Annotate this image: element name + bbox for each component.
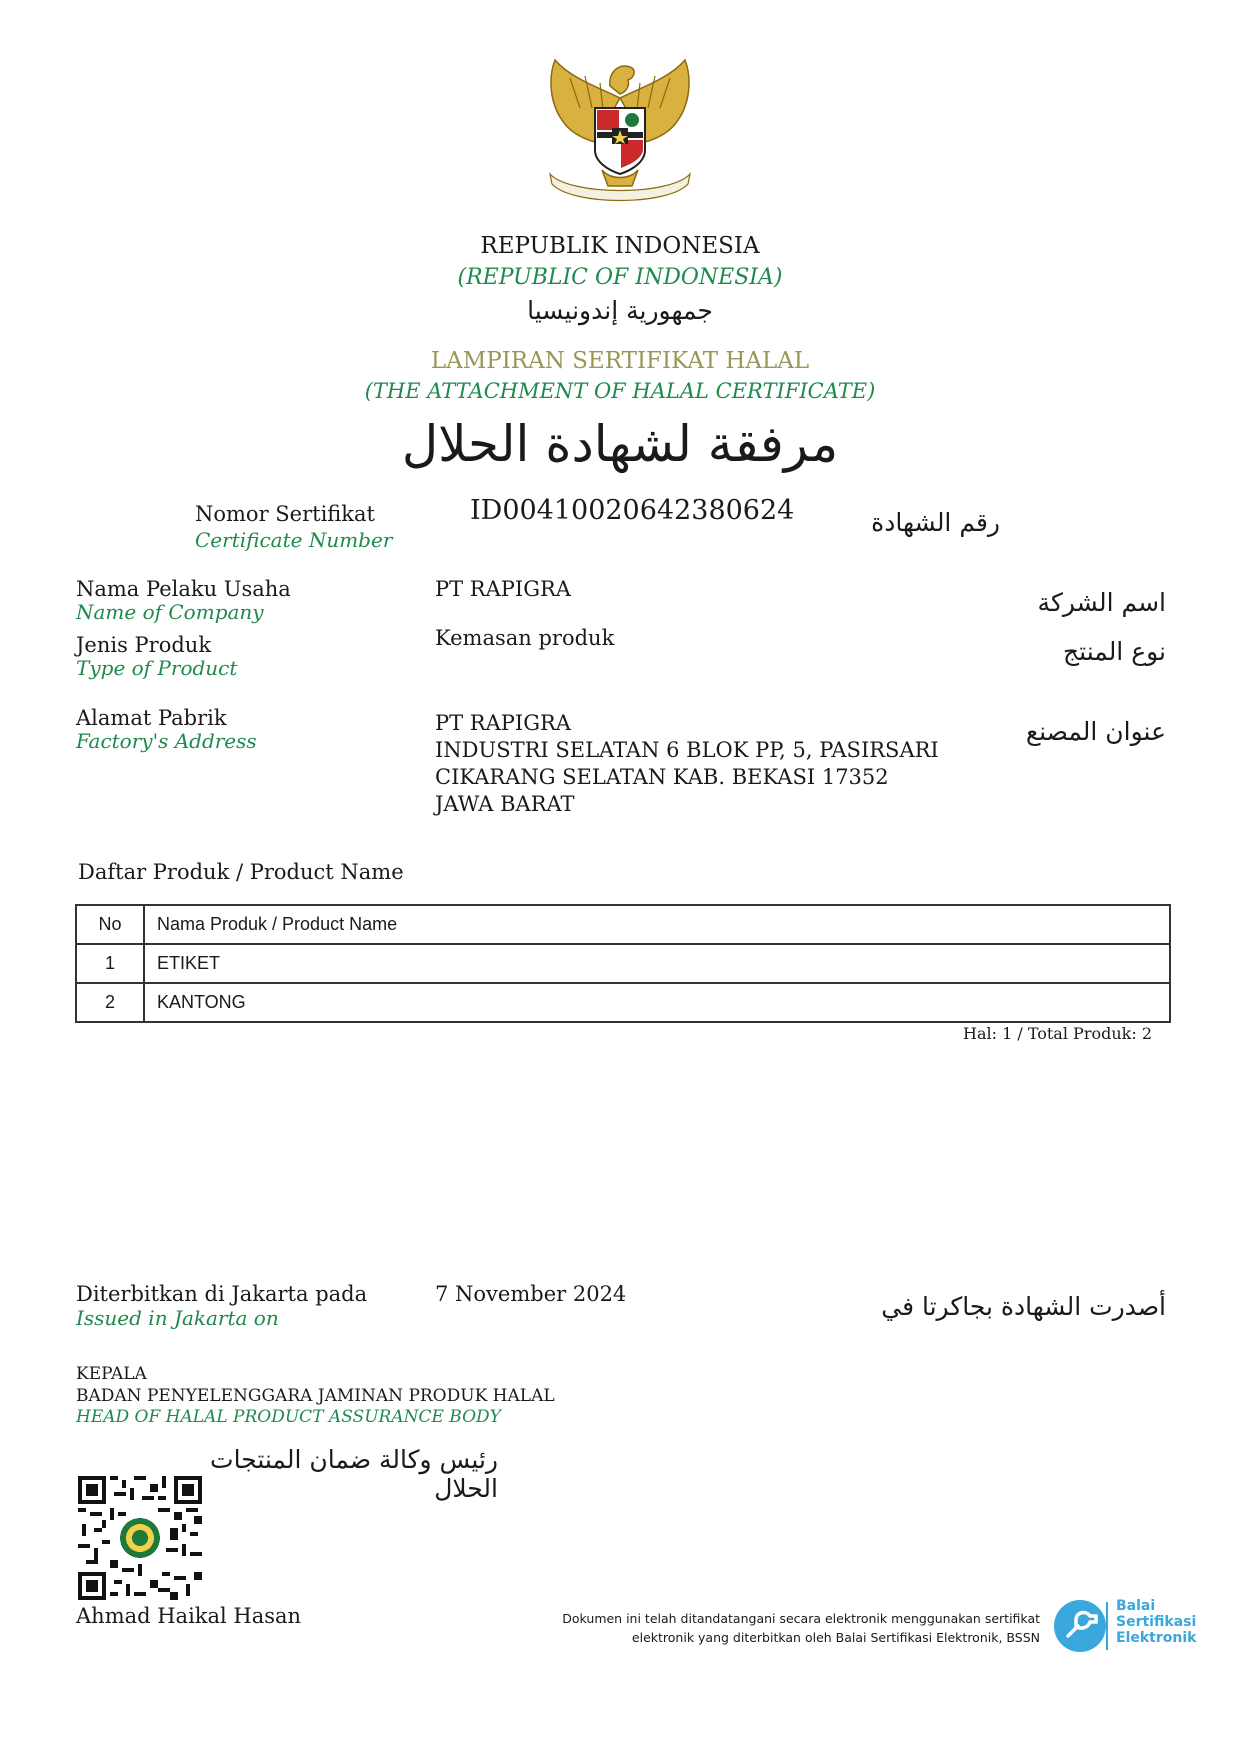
product-type-label-ar: نوع المنتج xyxy=(1063,637,1166,666)
company-name: PT RAPIGRA xyxy=(435,577,571,601)
certificate-number-label-ar: رقم الشهادة xyxy=(871,508,1000,537)
country-name-en: (REPUBLIC OF INDONESIA) xyxy=(457,265,783,290)
factory-address-line: CIKARANG SELATAN KAB. BEKASI 17352 xyxy=(435,765,889,789)
signatory-title-2: BADAN PENYELENGGARA JAMINAN PRODUK HALAL xyxy=(76,1386,555,1406)
country-name-id: REPUBLIK INDONESIA xyxy=(480,233,760,259)
certificate-number-label-en: Certificate Number xyxy=(195,528,393,552)
product-table xyxy=(75,904,1171,1023)
certificate-number-label: Nomor Sertifikat xyxy=(195,502,375,526)
issued-label-ar: أصدرت الشهادة بجاكرتا في xyxy=(881,1292,1166,1321)
company-label-en: Name of Company xyxy=(76,600,264,624)
product-type-value: Kemasan produk xyxy=(435,626,615,650)
certificate-number: ID00410020642380624 xyxy=(470,495,795,526)
column-header-no: No xyxy=(76,905,144,944)
qr-code xyxy=(78,1476,202,1600)
company-label: Nama Pelaku Usaha xyxy=(76,577,291,601)
factory-address-label: Alamat Pabrik xyxy=(76,706,227,730)
bsre-logo-text: Elektronik xyxy=(1116,1630,1197,1646)
factory-address-label-en: Factory's Address xyxy=(76,729,257,753)
bsre-logo-text: Balai xyxy=(1116,1598,1156,1614)
table-row xyxy=(76,983,1170,1022)
company-label-ar: اسم الشركة xyxy=(1037,588,1166,617)
pagination-info: Hal: 1 / Total Produk: 2 xyxy=(962,1024,1152,1043)
product-list-heading: Daftar Produk / Product Name xyxy=(78,860,404,884)
electronic-signature-note xyxy=(560,1609,1040,1647)
signatory-title-ar: رئيس وكالة ضمان المنتجات الحلال xyxy=(210,1445,498,1503)
factory-address-label-ar: عنوان المصنع xyxy=(1025,717,1166,746)
table-header-row xyxy=(76,905,1170,944)
electronic-signature-note-line: elektronik yang diterbitkan oleh Balai Sertifikasi Elektronik, BSSN xyxy=(631,1630,1040,1645)
issued-label-en: Issued in Jakarta on xyxy=(76,1306,279,1330)
signatory-title-en: HEAD OF HALAL PRODUCT ASSURANCE BODY xyxy=(76,1407,501,1427)
garuda-emblem xyxy=(540,58,700,208)
bsre-logo-text: Sertifikasi xyxy=(1116,1614,1197,1630)
issue-date: 7 November 2024 xyxy=(435,1282,627,1306)
bsre-logo xyxy=(1052,1596,1212,1656)
document-title-en: (THE ATTACHMENT OF HALAL CERTIFICATE) xyxy=(364,379,876,403)
electronic-signature-note-line: Dokumen ini telah ditandatangani secara elektronik menggunakan sertifikat xyxy=(562,1611,1040,1626)
row-number: 2 xyxy=(76,983,144,1022)
product-name: KANTONG xyxy=(144,983,1170,1022)
issued-label: Diterbitkan di Jakarta pada xyxy=(76,1282,368,1306)
factory-address-line: PT RAPIGRA xyxy=(435,711,571,735)
row-number: 1 xyxy=(76,944,144,983)
product-type-label: Jenis Produk xyxy=(76,633,212,657)
factory-address-line: INDUSTRI SELATAN 6 BLOK PP, 5, PASIRSARI xyxy=(435,738,939,762)
signatory-name: Ahmad Haikal Hasan xyxy=(76,1604,302,1628)
column-header-product-name: Nama Produk / Product Name xyxy=(144,905,1170,944)
product-name: ETIKET xyxy=(144,944,1170,983)
bsre-logo-icon xyxy=(1052,1596,1112,1656)
document-title-ar: مرفقة لشهادة الحلال xyxy=(401,415,839,473)
factory-address-line: JAWA BARAT xyxy=(435,792,575,816)
product-type-label-en: Type of Product xyxy=(76,656,238,680)
country-name-ar: جمهورية إندونيسيا xyxy=(527,296,713,325)
signatory-title-1: KEPALA xyxy=(76,1364,147,1384)
factory-address xyxy=(435,710,939,818)
table-row xyxy=(76,944,1170,983)
document-title-id: LAMPIRAN SERTIFIKAT HALAL xyxy=(430,348,810,374)
